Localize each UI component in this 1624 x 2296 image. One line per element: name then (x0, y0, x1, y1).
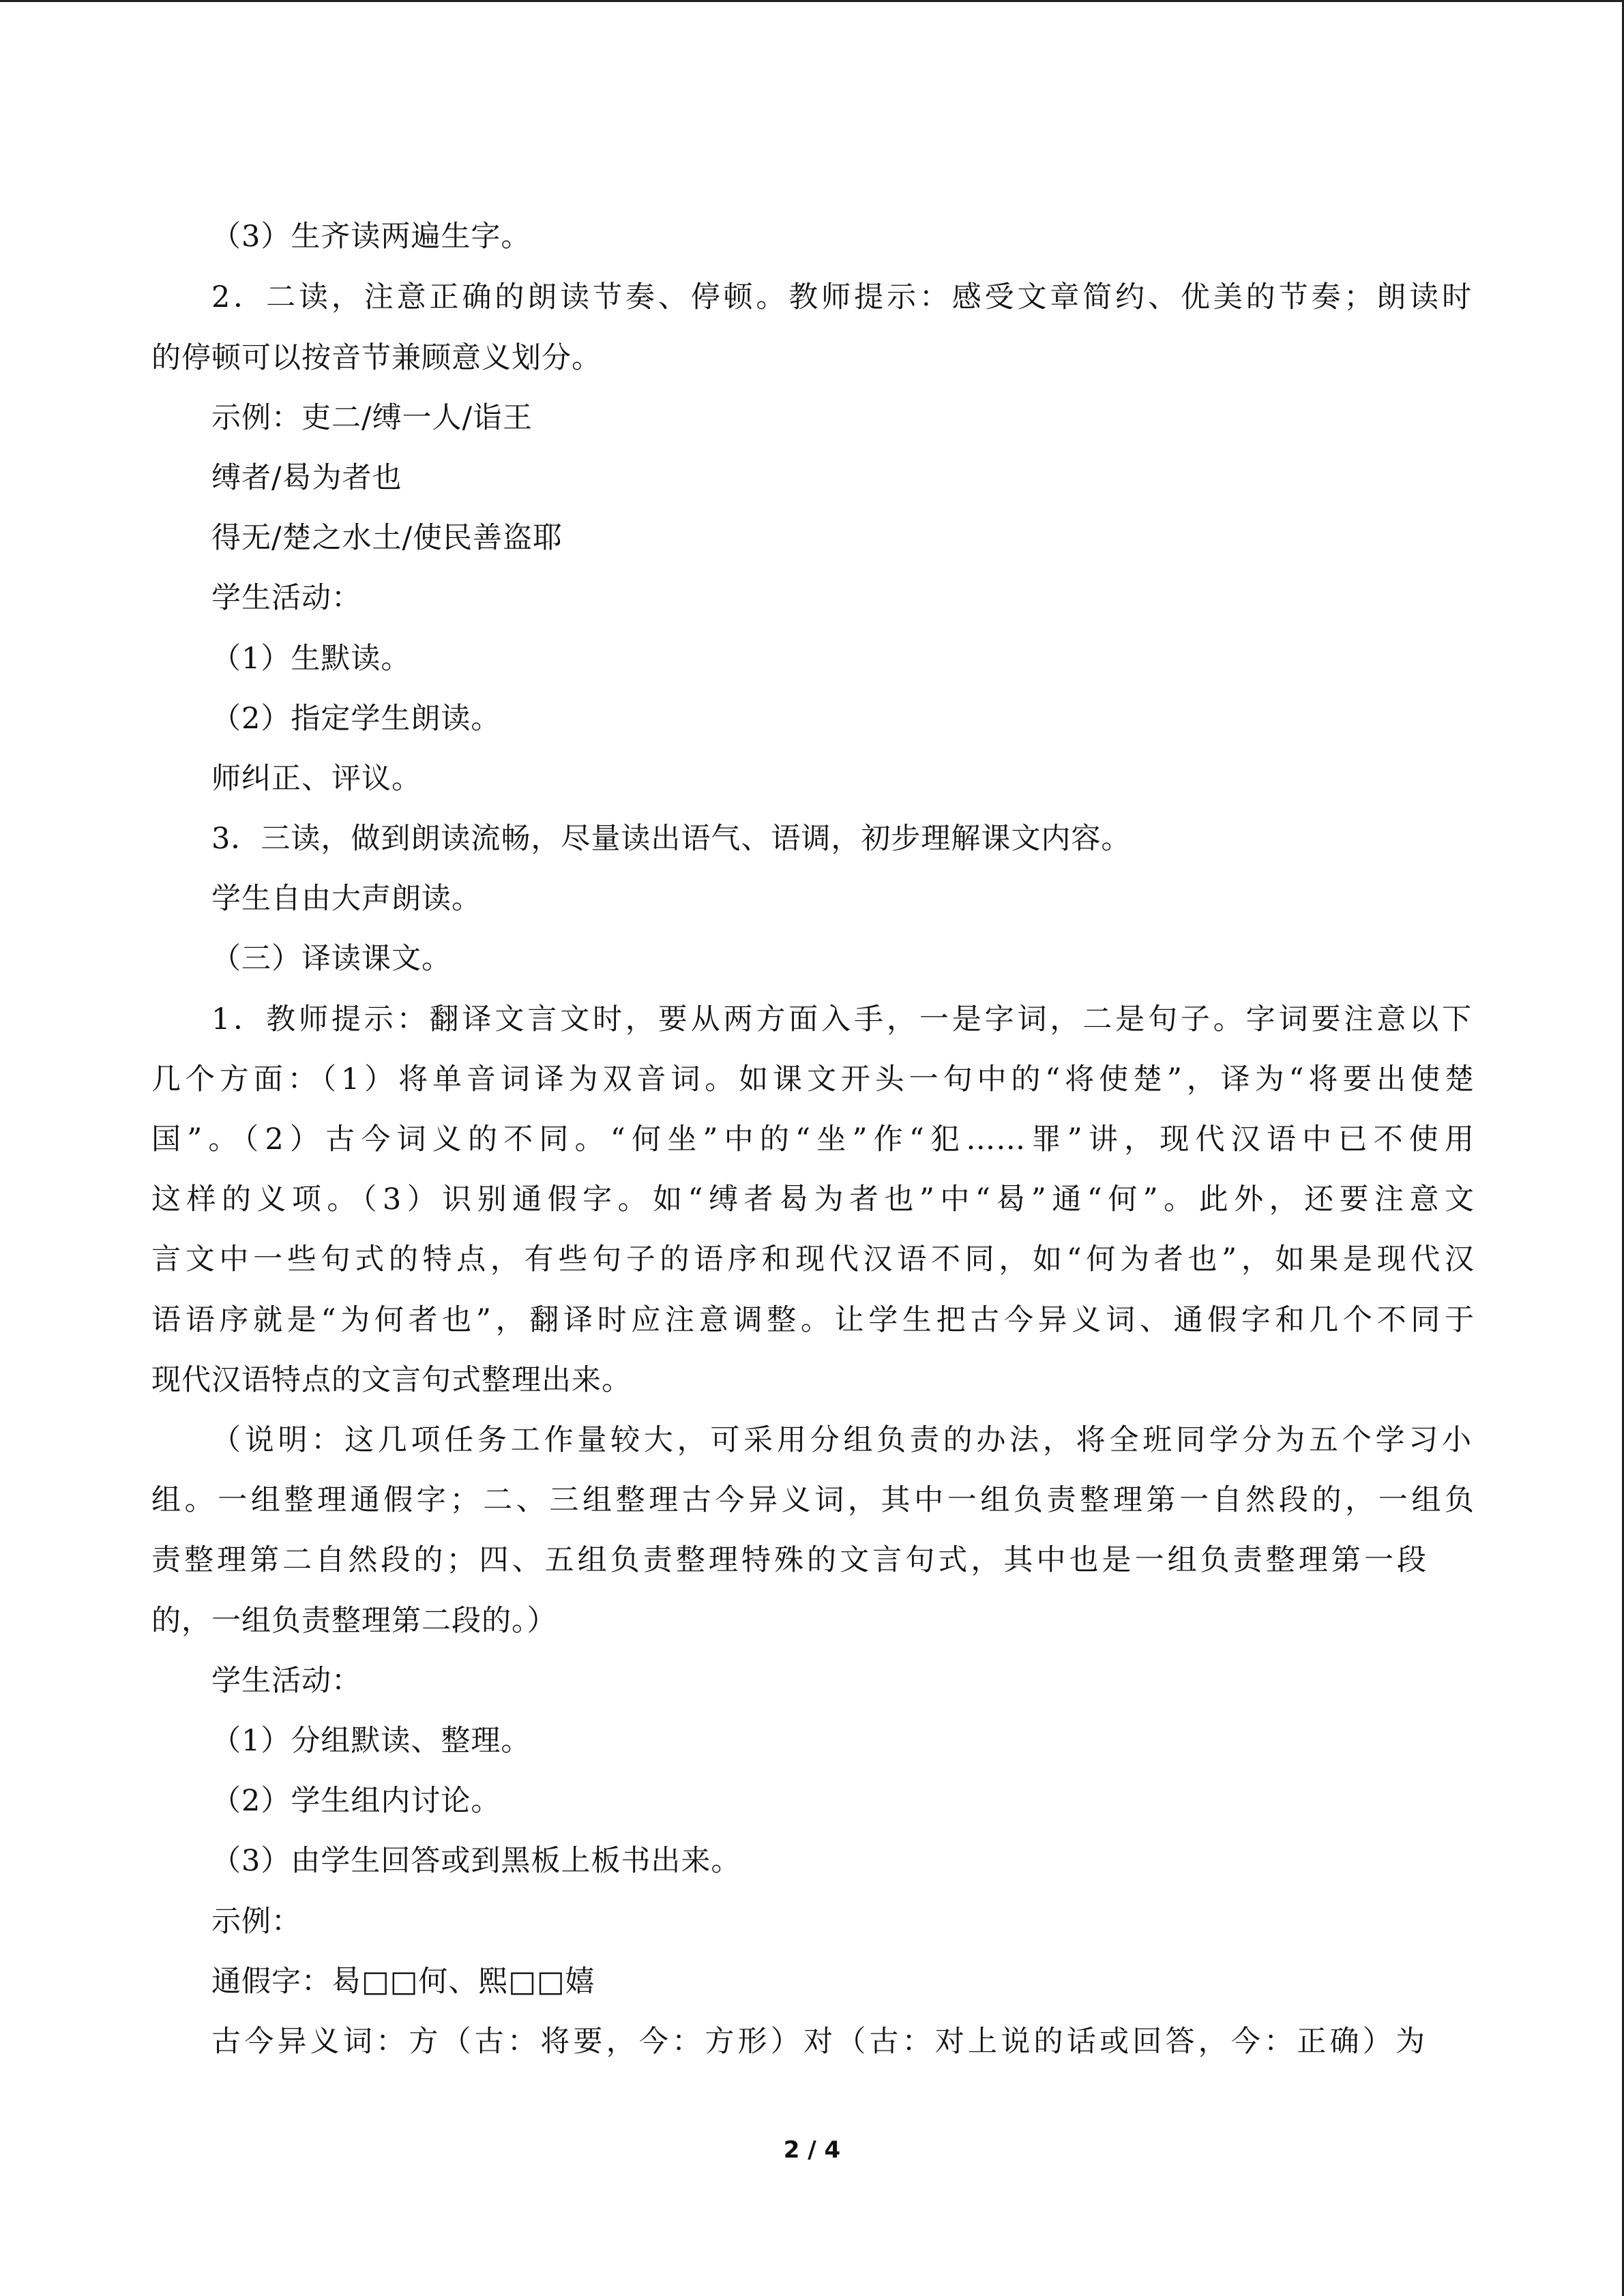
text-line: （3）由学生回答或到黑板上板书出来。 (211, 1844, 741, 1878)
text-line: 学生活动： (211, 1664, 361, 1698)
text-line: （2）指定学生朗读。 (211, 702, 501, 736)
text-line: 师纠正、评议。 (211, 762, 422, 796)
text-line: 的停顿可以按音节兼顾意义划分。 (151, 341, 602, 375)
text-line: 1．教师提示：翻译文言文时，要从两方面入手，一是字词，二是句子。字词要注意以下 (211, 1002, 1472, 1037)
text-line: 现代汉语特点的文言句式整理出来。 (151, 1363, 632, 1397)
text-line: 示例： (211, 1905, 301, 1939)
text-line: 学生自由大声朗读。 (211, 882, 482, 916)
text-line: （说明：这几项任务工作量较大，可采用分组负责的办法，将全班同学分为五个学习小 (211, 1423, 1472, 1457)
text-line: 语语序就是“为何者也”，翻译时应注意调整。让学生把古今异义词、通假字和几个不同于 (151, 1303, 1475, 1337)
page-number: 2 / 4 (783, 2136, 841, 2164)
text-line: （3）生齐读两遍生字。 (211, 220, 531, 254)
text-line: （三）译读课文。 (211, 942, 452, 976)
text-line: 得无/楚之水土/使民善盗耶 (211, 521, 563, 555)
text-line: 几个方面：（1）将单音词译为双音词。如课文开头一句中的“将使楚”，译为“将要出使楚 (151, 1062, 1475, 1097)
text-line: 古今异义词：方（古：将要，今：方形）对（古：对上说的话或回答，今：正确）为 (211, 2025, 1426, 2059)
text-line: 示例：吏二/缚一人/诣王 (211, 401, 533, 435)
text-line: 责整理第二自然段的；四、五组负责整理特殊的文言句式，其中也是一组负责整理第一段 (151, 1543, 1427, 1577)
text-line: （1）生默读。 (211, 642, 411, 676)
text-line: 缚者/曷为者也 (211, 461, 402, 495)
text-line: 通假字：曷□□何、熙□□嬉 (211, 1965, 595, 1999)
text-line: 学生活动： (211, 581, 361, 615)
text-line: 的，一组负责整理第二段的。） (151, 1604, 557, 1638)
text-line: 组。一组整理通假字；二、三组整理古今异义词，其中一组负责整理第一自然段的，一组负 (151, 1483, 1475, 1517)
text-line: 国”。（2）古今词义的不同。“何坐”中的“坐”作“犯……罪”讲，现代汉语中已不使用 (151, 1122, 1475, 1157)
text-line: （2）学生组内讨论。 (211, 1784, 501, 1818)
text-line: 言文中一些句式的特点，有些句子的语序和现代汉语不同，如“何为者也”，如果是现代汉 (151, 1242, 1475, 1277)
text-line: （1）分组默读、整理。 (211, 1724, 531, 1758)
text-line: 这样的义项。（3）识别通假字。如“缚者曷为者也”中“曷”通“何”。此外，还要注意文 (151, 1182, 1475, 1217)
text-line: 3．三读，做到朗读流畅，尽量读出语气、语调，初步理解课文内容。 (211, 822, 1132, 856)
text-line: 2．二读，注意正确的朗读节奏、停顿。教师提示：感受文章简约、优美的节奏；朗读时 (211, 280, 1472, 314)
